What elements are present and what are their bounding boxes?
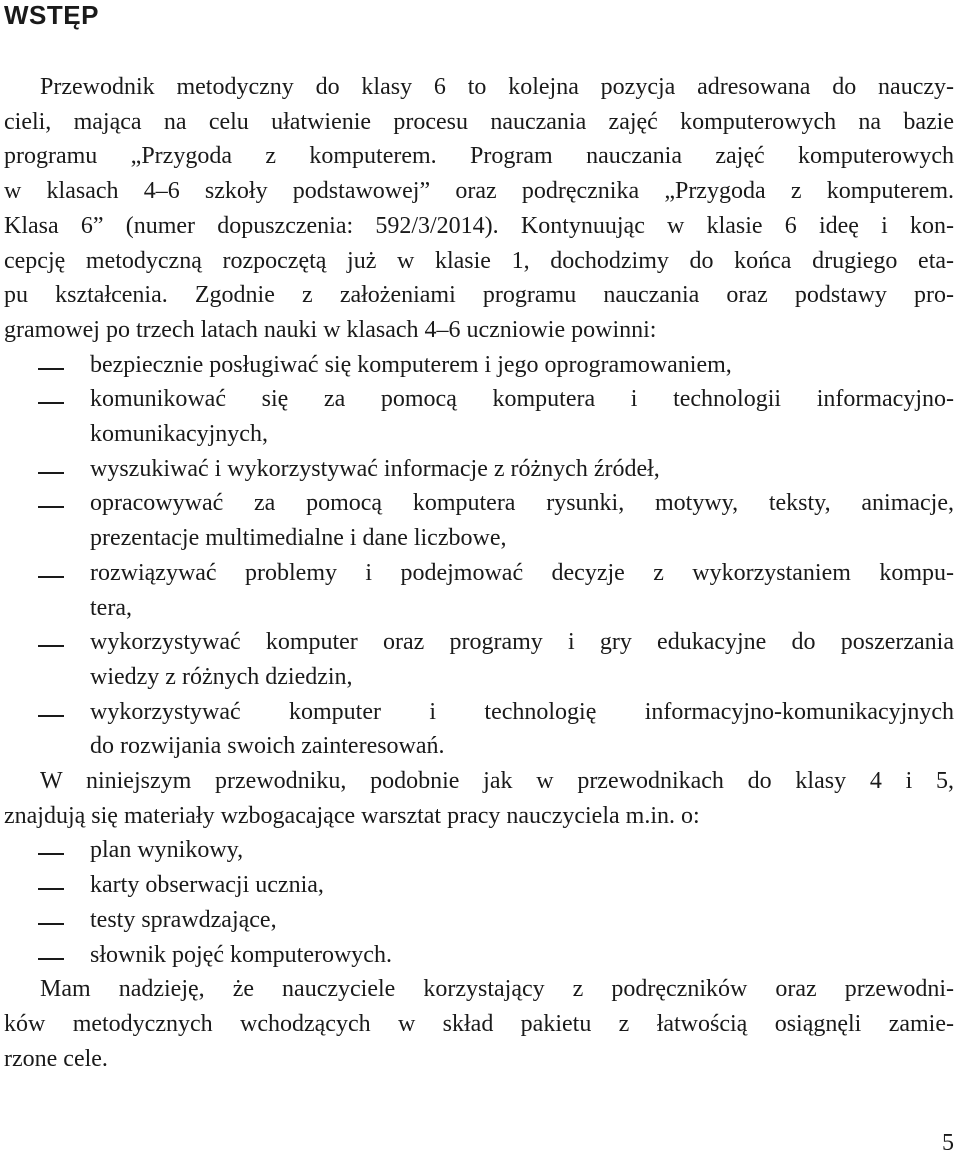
page-number: 5 xyxy=(942,1130,954,1156)
list-dash-marker xyxy=(38,888,64,890)
materials-list-item: testy sprawdzające, xyxy=(90,906,277,933)
materials-list-item: plan wynikowy, xyxy=(90,837,244,864)
intro-paragraph-line: Klasa 6” (numer dopuszczenia: 592/3/2014). Kontynuując w klasie 6 ideę i kon- xyxy=(4,212,954,239)
closing-paragraph-line: rzone cele. xyxy=(4,1045,108,1072)
skills-list-line: rozwiązywać problemy i podejmować decyzje z wykorzystaniem kompu- xyxy=(90,559,954,586)
list-dash-marker xyxy=(38,402,64,404)
list-dash-marker xyxy=(38,576,64,578)
skills-list-line: bezpiecznie posługiwać się komputerem i jego oprogramowaniem, xyxy=(90,351,732,378)
list-dash-marker xyxy=(38,853,64,855)
skills-list-line: prezentacje multimedialne i dane liczbowe, xyxy=(90,525,507,552)
skills-list-line: komunikacyjnych, xyxy=(90,421,268,447)
intro-paragraph-line: programu „Przygoda z komputerem. Program nauczania zajęć komputerowych xyxy=(4,143,954,170)
materials-list-item: karty obserwacji ucznia, xyxy=(90,872,324,899)
closing-paragraph-line: ków metodycznych wchodzących w skład pakietu z łatwością osiągnęli zamie- xyxy=(4,1010,954,1037)
intro-paragraph-line: gramowej po trzech latach nauki w klasach 4–6 uczniowie powinni: xyxy=(4,316,657,343)
skills-list-line: wykorzystywać komputer oraz programy i gry edukacyjne do poszerzania xyxy=(90,629,954,656)
skills-list-line: tera, xyxy=(90,594,132,621)
skills-list-line: opracowywać za pomocą komputera rysunki, motywy, teksty, animacje, xyxy=(90,490,954,517)
skills-list-line: do rozwijania swoich zainteresowań. xyxy=(90,733,445,760)
list-dash-marker xyxy=(38,645,64,647)
page-heading: WSTĘP xyxy=(4,0,99,30)
intro-paragraph-line: Przewodnik metodyczny do klasy 6 to kolejna pozycja adresowana do nauczy- xyxy=(40,74,954,100)
skills-list-line: wykorzystywać komputer i technologię informacyjno-komunikacyjnych xyxy=(90,698,954,725)
list-dash-marker xyxy=(38,506,64,508)
skills-list-line: komunikować się za pomocą komputera i technologii informacyjno- xyxy=(90,386,954,413)
intro-paragraph-line: pu kształcenia. Zgodnie z założeniami programu nauczania oraz podstawy pro- xyxy=(4,282,954,309)
skills-list-line: wyszukiwać i wykorzystywać informacje z różnych źródeł, xyxy=(90,455,660,482)
list-dash-marker xyxy=(38,472,64,474)
intro-paragraph-line: cieli, mająca na celu ułatwienie procesu nauczania zajęć komputerowych na bazie xyxy=(4,108,954,135)
intro-paragraph-line: w klasach 4–6 szkoły podstawowej” oraz podręcznika „Przygoda z komputerem. xyxy=(4,178,954,205)
list-dash-marker xyxy=(38,958,64,960)
closing-paragraph-line: Mam nadzieję, że nauczyciele korzystający z podręczników oraz przewodni- xyxy=(40,976,954,1003)
materials-list-item: słownik pojęć komputerowych. xyxy=(90,941,392,968)
list-dash-marker xyxy=(38,368,64,370)
materials-paragraph-line: znajdują się materiały wzbogacające warsztat pracy nauczyciela m.in. o: xyxy=(4,802,700,829)
materials-paragraph-line: W niniejszym przewodniku, podobnie jak w przewodnikach do klasy 4 i 5, xyxy=(40,768,954,794)
intro-paragraph-line: cepcję metodyczną rozpoczętą już w klasie 1, dochodzimy do końca drugiego eta- xyxy=(4,247,954,274)
list-dash-marker xyxy=(38,923,64,925)
skills-list-line: wiedzy z różnych dziedzin, xyxy=(90,663,353,690)
list-dash-marker xyxy=(38,715,64,717)
